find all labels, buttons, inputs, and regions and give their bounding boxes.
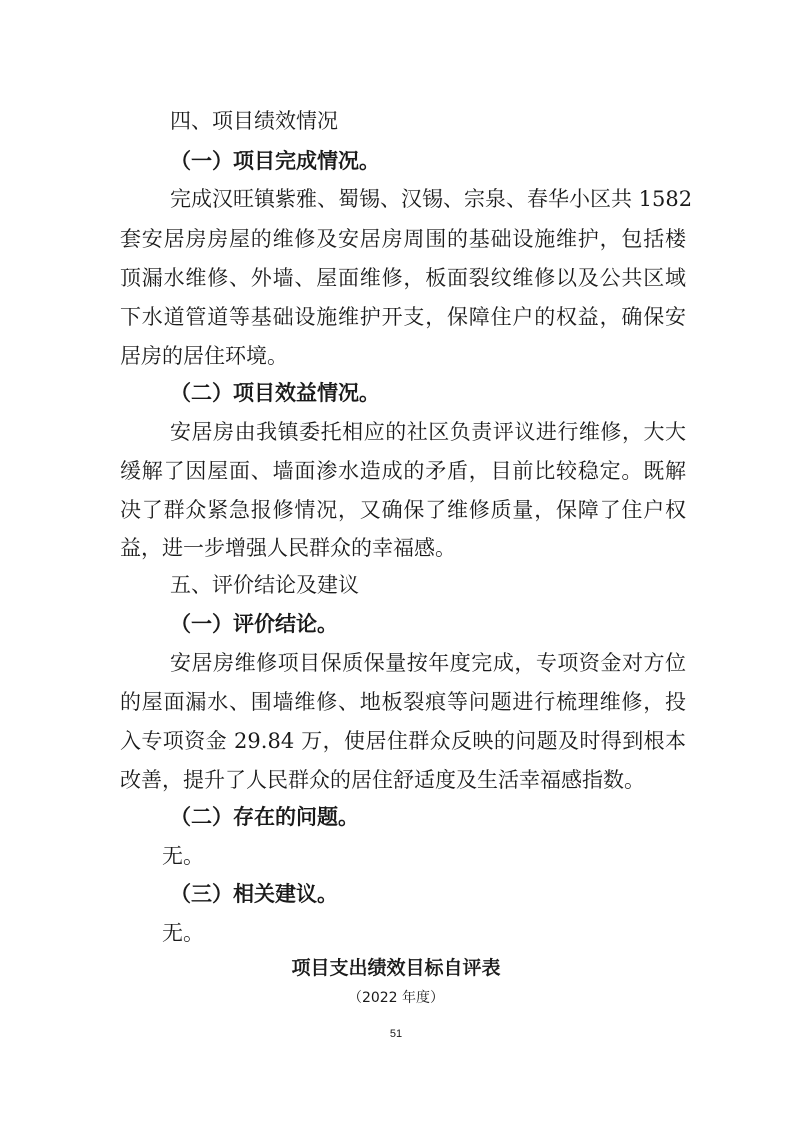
paragraph-line: 顶漏水维修、外墙、屋面维修，板面裂纹维修以及公共区域 (120, 266, 686, 290)
paragraph-line: 入专项资金 29.84 万，使居住群众反映的问题及时得到根本 (120, 729, 686, 753)
paragraph-line: 完成汉旺镇紫雅、蜀锡、汉锡、宗泉、春华小区共 1582 (170, 187, 693, 211)
paragraph-line: 安居房由我镇委托相应的社区负责评议进行维修，大大 (170, 420, 686, 444)
section-5-sub2-heading: （二）存在的问题。 (170, 804, 359, 829)
paragraph-line: 下水道管道等基础设施维护开支，保障住户的权益，确保安 (120, 305, 686, 329)
section-5-sub2-text: 无。 (162, 844, 204, 868)
paragraph-line: 决了群众紧急报修情况，又确保了维修质量，保障了住户权 (120, 498, 686, 522)
section-4-sub2-heading: （二）项目效益情况。 (170, 380, 380, 405)
paragraph-line: 的屋面漏水、围墙维修、地板裂痕等问题进行梳理维修，投 (120, 690, 686, 714)
section-5-title: 五、评价结论及建议 (170, 573, 359, 597)
paragraph-line: 安居房维修项目保质保量按年度完成，专项资金对方位 (170, 651, 686, 675)
section-5-sub3-text: 无。 (162, 921, 204, 945)
section-4-sub1-heading: （一）项目完成情况。 (170, 148, 380, 173)
page-number: 51 (389, 1028, 403, 1040)
table-title: 项目支出绩效目标自评表 (291, 957, 501, 979)
paragraph-line: 改善，提升了人民群众的居住舒适度及生活幸福感指数。 (120, 768, 645, 792)
paragraph-line: 缓解了因屋面、墙面渗水造成的矛盾，目前比较稳定。既解 (120, 459, 686, 483)
paragraph-line: 居房的居住环境。 (120, 344, 288, 368)
section-4-title: 四、项目绩效情况 (170, 109, 338, 133)
paragraph-line: 套安居房房屋的维修及安居房周围的基础设施维护，包括楼 (120, 227, 686, 251)
section-5-sub3-heading: （三）相关建议。 (170, 881, 338, 906)
section-5-sub1-heading: （一）评价结论。 (170, 611, 338, 636)
table-subtitle: （2022 年度） (347, 990, 445, 1006)
paragraph-line: 益，进一步增强人民群众的幸福感。 (120, 536, 456, 560)
